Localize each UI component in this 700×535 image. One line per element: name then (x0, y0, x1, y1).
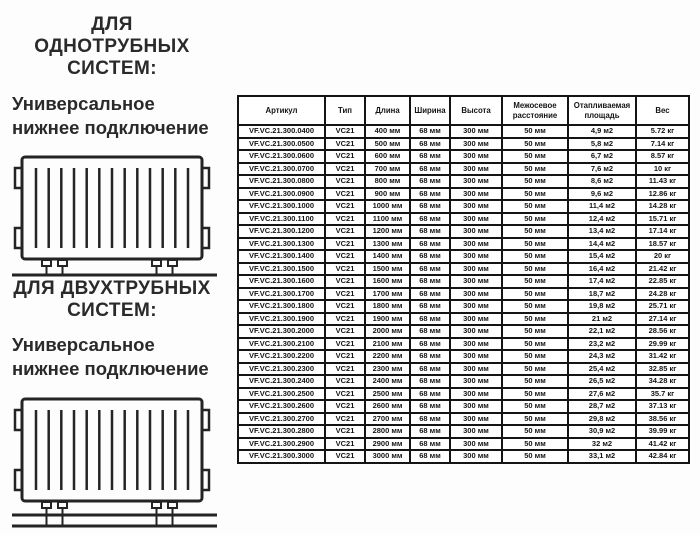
table-cell: VF.VC.21.300.0600 (238, 150, 325, 163)
table-cell: 9,6 м2 (568, 188, 636, 201)
section-heading (12, 14, 212, 81)
table-cell: 600 мм (365, 150, 410, 163)
table-cell: 50 мм (502, 150, 568, 163)
table-cell: VF.VC.21.300.2000 (238, 325, 325, 338)
table-row (238, 313, 689, 326)
table-cell: 68 мм (410, 438, 450, 451)
table-cell: 27.14 кг (636, 313, 689, 326)
table-cell: VC21 (325, 438, 365, 451)
table-cell: 50 мм (502, 450, 568, 463)
table-cell: 50 мм (502, 288, 568, 301)
section-heading (12, 278, 212, 322)
table-cell: 50 мм (502, 438, 568, 451)
table-cell: 23,2 м2 (568, 338, 636, 351)
table-cell: 800 мм (365, 175, 410, 188)
table-cell: 10 кг (636, 163, 689, 176)
table-row (238, 325, 689, 338)
column-header-interaxle: Межосевое расстояние (502, 96, 568, 125)
table-cell: 22,1 м2 (568, 325, 636, 338)
spec-table (237, 95, 690, 464)
table-cell: 13,4 м2 (568, 225, 636, 238)
table-cell: 68 мм (410, 388, 450, 401)
table-cell: 50 мм (502, 225, 568, 238)
table-cell: VC21 (325, 350, 365, 363)
table-cell: 4,9 м2 (568, 125, 636, 138)
column-header-length: Длина (365, 96, 410, 125)
table-cell: 68 мм (410, 125, 450, 138)
table-cell: 1000 мм (365, 200, 410, 213)
table-cell: 30,9 м2 (568, 425, 636, 438)
table-cell: VC21 (325, 400, 365, 413)
table-cell: 68 мм (410, 300, 450, 313)
table-header-row (238, 96, 689, 125)
table-cell: VF.VC.21.300.0700 (238, 163, 325, 176)
table-cell: VF.VC.21.300.0900 (238, 188, 325, 201)
table-cell: VF.VC.21.300.2100 (238, 338, 325, 351)
table-cell: VC21 (325, 413, 365, 426)
table-cell: 2100 мм (365, 338, 410, 351)
table-cell: VC21 (325, 250, 365, 263)
table-cell: 50 мм (502, 250, 568, 263)
table-cell: 5,8 м2 (568, 138, 636, 151)
table-cell: 68 мм (410, 288, 450, 301)
heading-line: ДЛЯ ОДНОТРУБНЫХ (34, 14, 190, 58)
table-cell: 50 мм (502, 350, 568, 363)
table-cell: 33,1 м2 (568, 450, 636, 463)
table-cell: VF.VC.21.300.2500 (238, 388, 325, 401)
table-cell: 19,8 м2 (568, 300, 636, 313)
table-row (238, 338, 689, 351)
table-row (238, 450, 689, 463)
table-cell: 68 мм (410, 400, 450, 413)
column-header-height: Высота (450, 96, 502, 125)
table-cell: 300 мм (450, 138, 502, 151)
table-cell: 68 мм (410, 425, 450, 438)
subheading-line: нижнее подключение (12, 358, 209, 380)
table-cell: 31.42 кг (636, 350, 689, 363)
column-header-weight: Вес (636, 96, 689, 125)
single-pipe-section (12, 14, 227, 282)
table-cell: 25.71 кг (636, 300, 689, 313)
table-cell: 29.99 кг (636, 338, 689, 351)
table-cell: 26,5 м2 (568, 375, 636, 388)
table-cell: VF.VC.21.300.2900 (238, 438, 325, 451)
table-cell: 29,8 м2 (568, 413, 636, 426)
table-cell: 300 мм (450, 263, 502, 276)
table-cell: 11.43 кг (636, 175, 689, 188)
table-cell: 50 мм (502, 275, 568, 288)
table-cell: 300 мм (450, 313, 502, 326)
table-cell: 300 мм (450, 425, 502, 438)
table-row (238, 200, 689, 213)
table-cell: 11,4 м2 (568, 200, 636, 213)
table-cell: 50 мм (502, 263, 568, 276)
table-cell: 900 мм (365, 188, 410, 201)
table-cell: 50 мм (502, 138, 568, 151)
table-cell: VF.VC.21.300.1000 (238, 200, 325, 213)
table-cell: 50 мм (502, 313, 568, 326)
column-header-heated-area: Отапливаемая площадь (568, 96, 636, 125)
table-cell: 22.85 кг (636, 275, 689, 288)
table-cell: 300 мм (450, 350, 502, 363)
table-cell: VF.VC.21.300.0400 (238, 125, 325, 138)
table-cell: VF.VC.21.300.1300 (238, 238, 325, 251)
table-row (238, 300, 689, 313)
table-cell: 14.28 кг (636, 200, 689, 213)
table-cell: VC21 (325, 388, 365, 401)
table-cell: 37.13 кг (636, 400, 689, 413)
table-cell: 50 мм (502, 388, 568, 401)
table-cell: 68 мм (410, 375, 450, 388)
table-cell: 300 мм (450, 238, 502, 251)
table-cell: 50 мм (502, 200, 568, 213)
table-row (238, 375, 689, 388)
table-cell: VC21 (325, 163, 365, 176)
table-cell: VC21 (325, 150, 365, 163)
table-row (238, 213, 689, 226)
table-cell: 300 мм (450, 125, 502, 138)
table-cell: 8.57 кг (636, 150, 689, 163)
table-cell: VF.VC.21.300.2700 (238, 413, 325, 426)
table-cell: 2000 мм (365, 325, 410, 338)
table-row (238, 275, 689, 288)
table-cell: VF.VC.21.300.2300 (238, 363, 325, 376)
table-cell: 700 мм (365, 163, 410, 176)
table-row (238, 438, 689, 451)
table-cell: 24.28 кг (636, 288, 689, 301)
table-cell: 3000 мм (365, 450, 410, 463)
table-cell: 50 мм (502, 238, 568, 251)
table-cell: 1100 мм (365, 213, 410, 226)
table-cell: 68 мм (410, 225, 450, 238)
table-cell: 50 мм (502, 425, 568, 438)
table-cell: 38.56 кг (636, 413, 689, 426)
table-cell: 68 мм (410, 188, 450, 201)
table-cell: 300 мм (450, 175, 502, 188)
table-cell: 2600 мм (365, 400, 410, 413)
table-cell: 2300 мм (365, 363, 410, 376)
table-cell: 8,6 м2 (568, 175, 636, 188)
table-cell: 68 мм (410, 175, 450, 188)
table-cell: 300 мм (450, 225, 502, 238)
table-cell: 300 мм (450, 200, 502, 213)
table-cell: 15.71 кг (636, 213, 689, 226)
left-panel (12, 0, 227, 535)
table-body (238, 125, 689, 463)
table-cell: VF.VC.21.300.2200 (238, 350, 325, 363)
table-cell: 300 мм (450, 413, 502, 426)
table-cell: 50 мм (502, 125, 568, 138)
table-cell: VF.VC.21.300.1600 (238, 275, 325, 288)
table-cell: VF.VC.21.300.0500 (238, 138, 325, 151)
table-cell: VC21 (325, 175, 365, 188)
table-row (238, 163, 689, 176)
table-cell: VC21 (325, 213, 365, 226)
table-cell: 24,3 м2 (568, 350, 636, 363)
table-cell: 35.7 кг (636, 388, 689, 401)
table-cell: 2800 мм (365, 425, 410, 438)
table-cell: 400 мм (365, 125, 410, 138)
table-cell: 50 мм (502, 213, 568, 226)
single-pipe-radiator-diagram (12, 154, 217, 282)
table-cell: 42.84 кг (636, 450, 689, 463)
table-cell: 68 мм (410, 200, 450, 213)
table-cell: 68 мм (410, 450, 450, 463)
table-cell: VC21 (325, 238, 365, 251)
table-cell: 12,4 м2 (568, 213, 636, 226)
table-cell: 68 мм (410, 213, 450, 226)
table-row (238, 388, 689, 401)
table-cell: VC21 (325, 450, 365, 463)
table-cell: 18,7 м2 (568, 288, 636, 301)
heading-line: СИСТЕМ: (67, 58, 157, 80)
table-cell: 68 мм (410, 250, 450, 263)
table-cell: 15,4 м2 (568, 250, 636, 263)
table-cell: VC21 (325, 125, 365, 138)
table-cell: VC21 (325, 188, 365, 201)
section-subheading (12, 92, 227, 140)
table-cell: 2400 мм (365, 375, 410, 388)
table-cell: 50 мм (502, 325, 568, 338)
table-cell: 300 мм (450, 450, 502, 463)
table-cell: 14,4 м2 (568, 238, 636, 251)
subheading-line: Универсальное (12, 92, 155, 114)
heading-line: ДЛЯ ДВУХТРУБНЫХ (13, 278, 211, 299)
table-cell: 32.85 кг (636, 363, 689, 376)
table-row (238, 225, 689, 238)
table-cell: 28.56 кг (636, 325, 689, 338)
table-row (238, 413, 689, 426)
table-row (238, 350, 689, 363)
table-cell: 300 мм (450, 438, 502, 451)
table-cell: VC21 (325, 275, 365, 288)
table-cell: 300 мм (450, 388, 502, 401)
table-row (238, 263, 689, 276)
table-cell: 50 мм (502, 188, 568, 201)
table-cell: 68 мм (410, 275, 450, 288)
table-cell: 50 мм (502, 400, 568, 413)
table-cell: VC21 (325, 288, 365, 301)
table-row (238, 250, 689, 263)
table-cell: VC21 (325, 200, 365, 213)
table-cell: 300 мм (450, 163, 502, 176)
table-cell: 20 кг (636, 250, 689, 263)
table-row (238, 138, 689, 151)
table-cell: VF.VC.21.300.1700 (238, 288, 325, 301)
column-header-article: Артикул (238, 96, 325, 125)
table-cell: 6,7 м2 (568, 150, 636, 163)
table-cell: 68 мм (410, 350, 450, 363)
table-cell: 1700 мм (365, 288, 410, 301)
table-row (238, 238, 689, 251)
table-cell: 1400 мм (365, 250, 410, 263)
table-cell: VF.VC.21.300.0800 (238, 175, 325, 188)
table-cell: 17.14 кг (636, 225, 689, 238)
table-cell: 1200 мм (365, 225, 410, 238)
table-cell: 68 мм (410, 163, 450, 176)
table-row (238, 175, 689, 188)
table-cell: 300 мм (450, 275, 502, 288)
table-cell: 300 мм (450, 213, 502, 226)
table-cell: VF.VC.21.300.1200 (238, 225, 325, 238)
table-cell: 300 мм (450, 325, 502, 338)
table-cell: 1600 мм (365, 275, 410, 288)
table-cell: 50 мм (502, 375, 568, 388)
table-cell: 5.72 кг (636, 125, 689, 138)
table-cell: 2900 мм (365, 438, 410, 451)
table-row (238, 288, 689, 301)
table-cell: VC21 (325, 338, 365, 351)
table-cell: 1800 мм (365, 300, 410, 313)
table-row (238, 363, 689, 376)
table-cell: 21 м2 (568, 313, 636, 326)
table-cell: 68 мм (410, 263, 450, 276)
table-cell: 68 мм (410, 325, 450, 338)
table-cell: 7.14 кг (636, 138, 689, 151)
table-cell: 50 мм (502, 363, 568, 376)
table-row (238, 125, 689, 138)
table-cell: 500 мм (365, 138, 410, 151)
table-cell: VC21 (325, 263, 365, 276)
table-cell: 2700 мм (365, 413, 410, 426)
table-cell: 2500 мм (365, 388, 410, 401)
table-cell: 41.42 кг (636, 438, 689, 451)
section-subheading (12, 333, 227, 381)
table-cell: 1500 мм (365, 263, 410, 276)
table-cell: 21.42 кг (636, 263, 689, 276)
table-cell: VF.VC.21.300.1100 (238, 213, 325, 226)
table-cell: 28,7 м2 (568, 400, 636, 413)
table-cell: VC21 (325, 425, 365, 438)
table-cell: 39.99 кг (636, 425, 689, 438)
table-cell: 300 мм (450, 300, 502, 313)
table-cell: VF.VC.21.300.1800 (238, 300, 325, 313)
table-cell: 50 мм (502, 413, 568, 426)
table-cell: VC21 (325, 225, 365, 238)
table-cell: VC21 (325, 300, 365, 313)
subheading-line: нижнее подключение (12, 116, 209, 138)
heading-line: СИСТЕМ: (67, 300, 157, 322)
table-cell: VC21 (325, 313, 365, 326)
table-cell: 1900 мм (365, 313, 410, 326)
table-row (238, 425, 689, 438)
table-cell: 16,4 м2 (568, 263, 636, 276)
table-cell: VF.VC.21.300.1900 (238, 313, 325, 326)
table-cell: VF.VC.21.300.3000 (238, 450, 325, 463)
table-cell: 68 мм (410, 238, 450, 251)
table-cell: 25,4 м2 (568, 363, 636, 376)
table-cell: VF.VC.21.300.2800 (238, 425, 325, 438)
column-header-type: Тип (325, 96, 365, 125)
table-cell: VF.VC.21.300.2600 (238, 400, 325, 413)
table-cell: 50 мм (502, 175, 568, 188)
table-cell: 7,6 м2 (568, 163, 636, 176)
table-cell: 68 мм (410, 363, 450, 376)
table-cell: 68 мм (410, 138, 450, 151)
table-cell: 12.86 кг (636, 188, 689, 201)
table-cell: 300 мм (450, 288, 502, 301)
table-cell: 300 мм (450, 400, 502, 413)
table-cell: VC21 (325, 363, 365, 376)
table-cell: 300 мм (450, 363, 502, 376)
table-cell: VC21 (325, 138, 365, 151)
table-row (238, 188, 689, 201)
table-cell: 27,6 м2 (568, 388, 636, 401)
table-cell: 300 мм (450, 338, 502, 351)
double-pipe-radiator-diagram (12, 396, 217, 532)
table-cell: 17,4 м2 (568, 275, 636, 288)
table-cell: 68 мм (410, 313, 450, 326)
table-cell: VC21 (325, 325, 365, 338)
column-header-width: Ширина (410, 96, 450, 125)
table-cell: VF.VC.21.300.1400 (238, 250, 325, 263)
subheading-line: Универсальное (12, 334, 155, 356)
table-cell: 300 мм (450, 250, 502, 263)
table-cell: VC21 (325, 375, 365, 388)
table-cell: 68 мм (410, 338, 450, 351)
table-row (238, 400, 689, 413)
table-cell: 1300 мм (365, 238, 410, 251)
table-cell: 34.28 кг (636, 375, 689, 388)
table-cell: 50 мм (502, 338, 568, 351)
table-cell: 50 мм (502, 300, 568, 313)
table-cell: VF.VC.21.300.1500 (238, 263, 325, 276)
table-cell: 300 мм (450, 375, 502, 388)
table-row (238, 150, 689, 163)
table-cell: VF.VC.21.300.2400 (238, 375, 325, 388)
table-cell: 300 мм (450, 150, 502, 163)
table-cell: 68 мм (410, 413, 450, 426)
table-cell: 300 мм (450, 188, 502, 201)
table-cell: 50 мм (502, 163, 568, 176)
table-cell: 68 мм (410, 150, 450, 163)
table-cell: 32 м2 (568, 438, 636, 451)
table-cell: 18.57 кг (636, 238, 689, 251)
table-cell: 2200 мм (365, 350, 410, 363)
double-pipe-section (12, 278, 227, 532)
